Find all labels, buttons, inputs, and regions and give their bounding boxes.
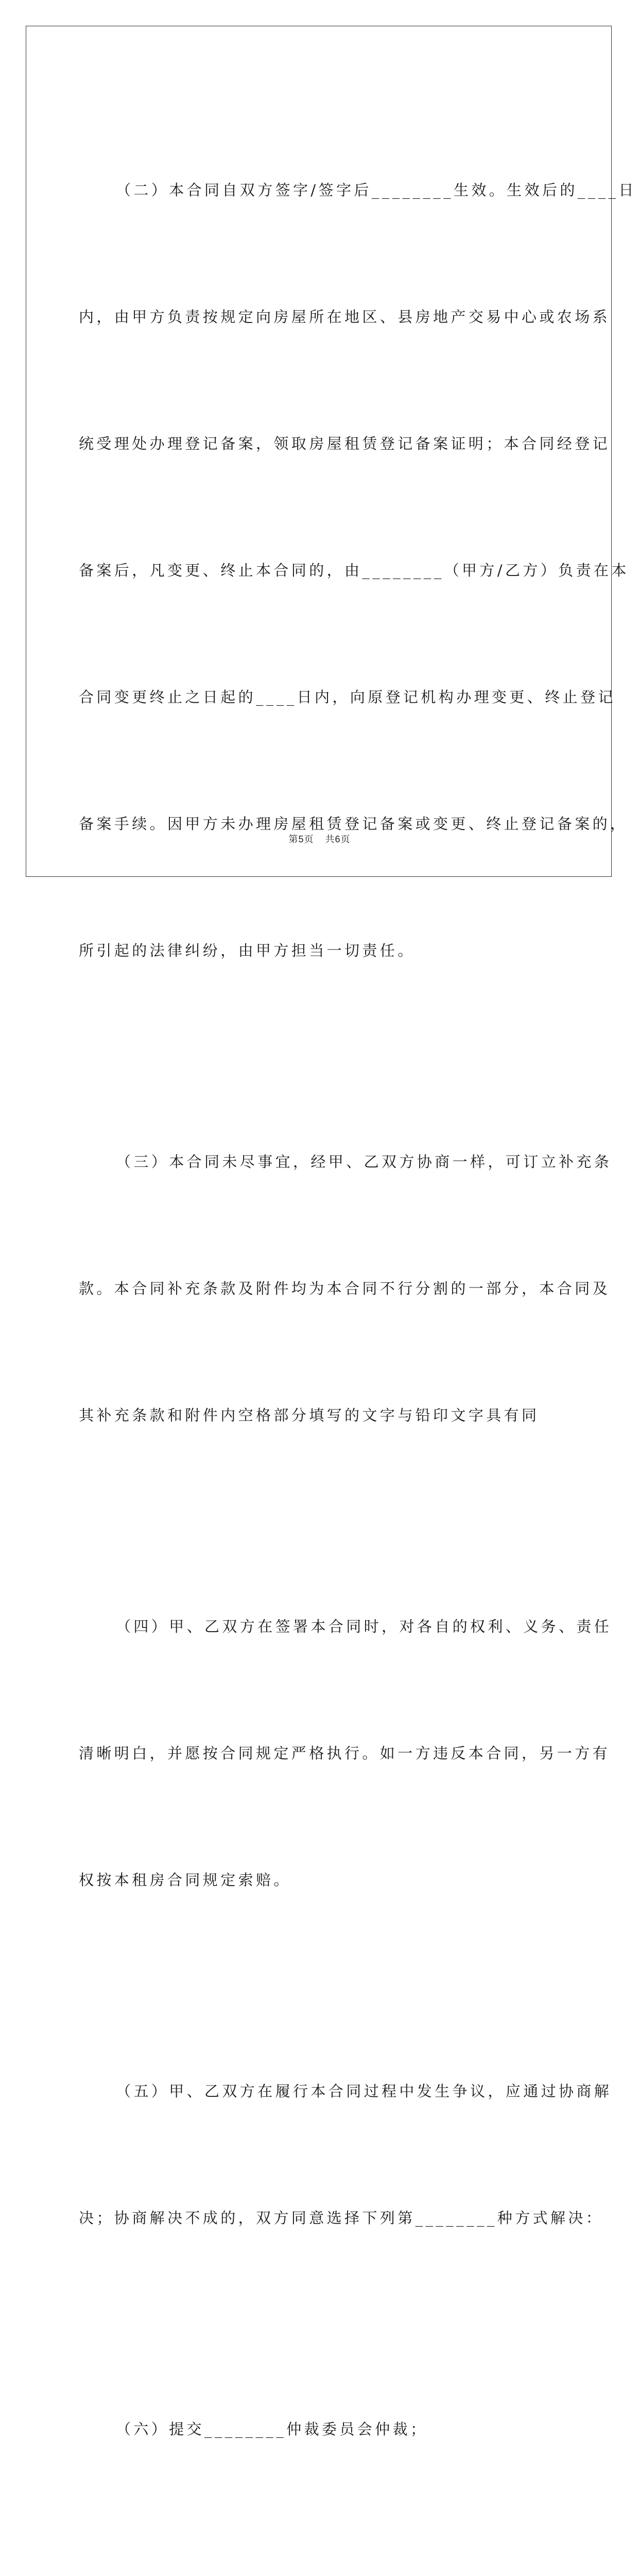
clause-6-paragraph (79, 2324, 563, 2535)
clause-3-paragraph (79, 1056, 612, 1521)
paragraph-line: 决；协商解决不成的，双方同意选择下列第________种方式解决： (79, 2209, 604, 2227)
clause-7-paragraph (79, 2535, 563, 2576)
paragraph-line: （五）甲、乙双方在履行本合同过程中发生争议，应通过协商解 (116, 2082, 612, 2100)
page-number-footer (0, 832, 639, 845)
paragraph-line: 内，由甲方负责按规定向房屋所在地区、县房地产交易中心或农场系 (79, 308, 611, 326)
total-page-number: 6 (335, 834, 341, 844)
paragraph-line: （六）提交________仲裁委员会仲裁； (116, 2420, 428, 2438)
paragraph-line: 款。本合同补充条款及附件均为本合同不行分割的一部分，本合同及 (79, 1280, 611, 1297)
paragraph-line: （四）甲、乙双方在签署本合同时，对各自的权利、义务、责任 (116, 1618, 612, 1635)
page-prefix: 第 (288, 834, 299, 844)
document-body (79, 84, 636, 2576)
paragraph-line: 清晰明白，并愿按合同规定严格执行。如一方违反本合同，另一方有 (79, 1744, 611, 1762)
clause-4-paragraph (79, 1521, 612, 1986)
current-page-number: 5 (298, 834, 304, 844)
paragraph-line: （二）本合同自双方签字/签字后________生效。生效后的____日 (116, 181, 636, 199)
paragraph-line: （三）本合同未尽事宜，经甲、乙双方协商一样，可订立补充条 (116, 1153, 612, 1171)
clause-2-paragraph (79, 84, 636, 1056)
paragraph-line: 合同变更终止之日起的____日内，向原登记机构办理变更、终止登记 (79, 688, 616, 706)
paragraph-line: 其补充条款和附件内空格部分填写的文字与铅印文字具有同 (79, 1406, 540, 1424)
paragraph-line: 权按本租房合同规定索赔。 (79, 1871, 291, 1889)
total-suffix: 页 (340, 834, 351, 844)
total-prefix: 共 (325, 834, 335, 844)
page-suffix: 页 (304, 834, 314, 844)
paragraph-line: 所引起的法律纠纷，由甲方担当一切责任。 (79, 942, 416, 959)
paragraph-line: 备案后，凡变更、终止本合同的，由________（甲方/乙方）负责在本 (79, 562, 629, 579)
paragraph-line: 统受理处办理登记备案，领取房屋租赁登记备案证明；本合同经登记 (79, 435, 611, 452)
clause-5-paragraph (79, 1986, 612, 2324)
paragraph-line: 备案手续。因甲方未办理房屋租赁登记备案或变更、终止登记备案的， (79, 815, 628, 833)
